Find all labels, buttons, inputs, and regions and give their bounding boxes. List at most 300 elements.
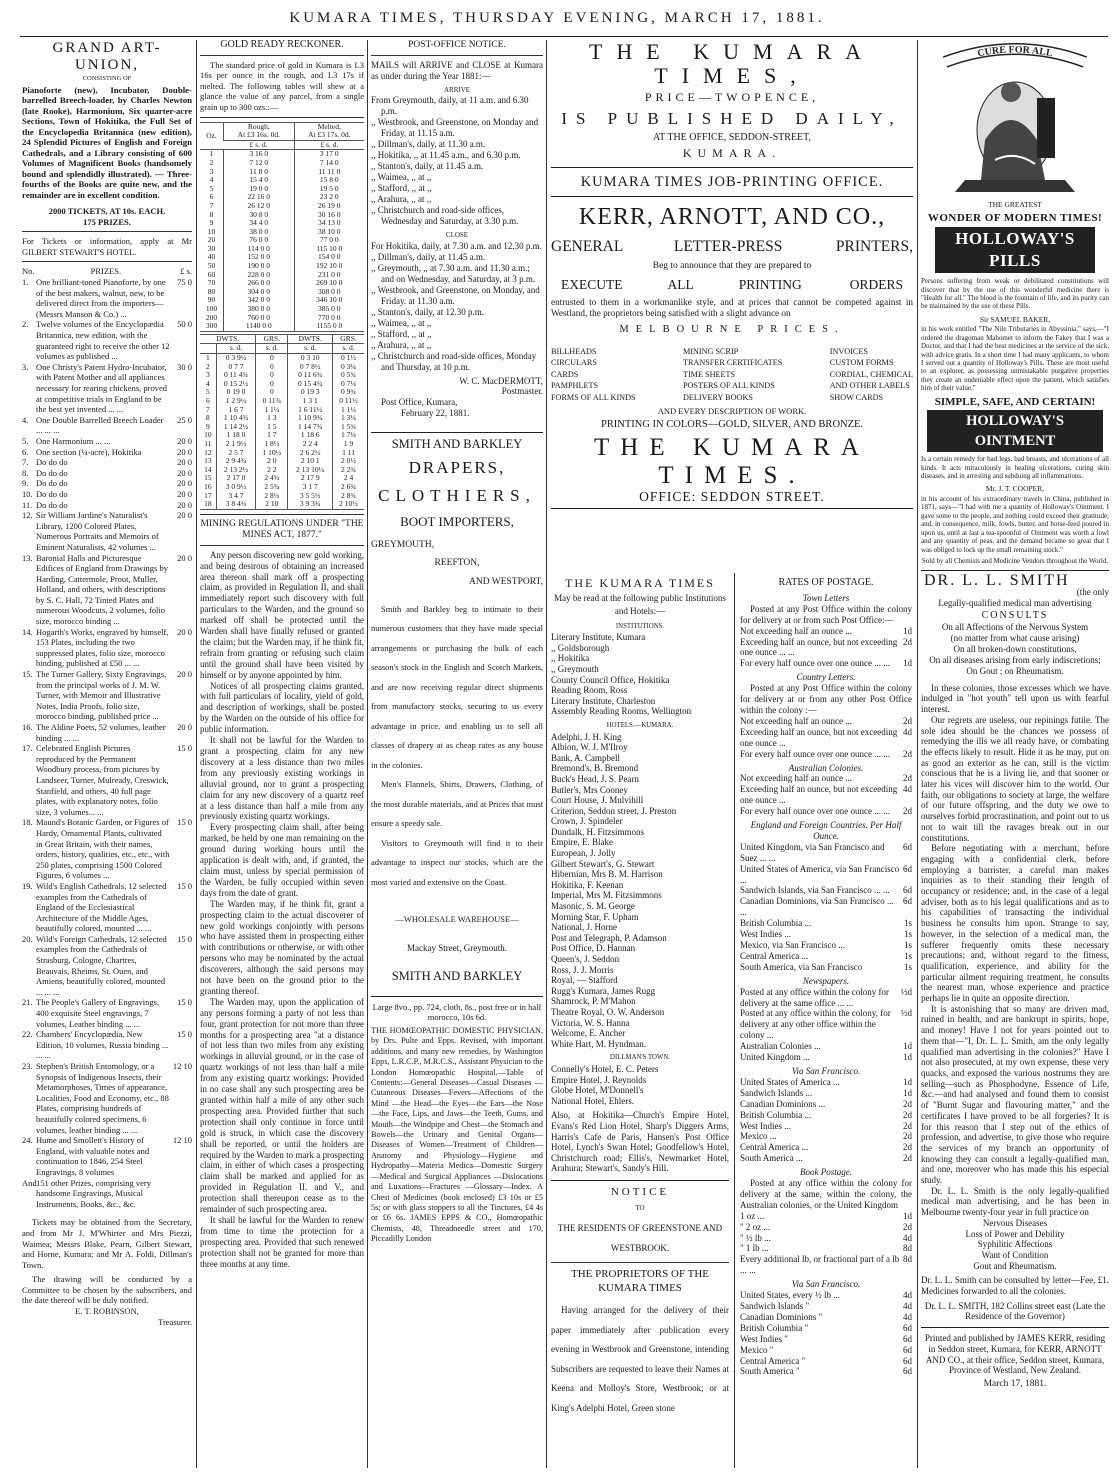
institutions-list — [551, 632, 729, 717]
prize-text: Wild's English Cathedrals, 12 selected examples from the Cathedrals of England of the Ecclesiastical Architecture of the Middle Ages, beautifully colored, mounted ... ... — [36, 880, 167, 934]
dwt-cell: 0 — [256, 363, 288, 372]
newspaper-other-office — [740, 1008, 912, 1041]
prize-text: One section (¼-acre), Hokitika — [36, 446, 142, 457]
prize-header-no: No. — [22, 266, 35, 277]
oz-cell: 23 2 0 — [294, 193, 364, 202]
arrive-item: ,, Arahura, ,, at ,, — [371, 194, 432, 205]
prize-value: 15 0 — [177, 933, 192, 944]
country-rate-row-label: Not exceeding half an ounce ... — [740, 715, 852, 726]
dr-smith-title: DR. L. L. SMITH — [924, 572, 1070, 590]
dwt-cell: 2 6¾ — [333, 483, 364, 492]
book-postage-intro: Posted at any office within the colony for delivery at the same, within the colony, the Australian colonies, or the United Kingdom — [740, 1178, 912, 1210]
oz-cell: 22 16 0 — [224, 193, 295, 202]
via-sf-rate-row-label: Canadian Dominions ... — [740, 1098, 826, 1109]
oz-cell: 5 — [209, 183, 214, 193]
work-type-item: BILLHEADS — [551, 346, 597, 356]
column-divider — [367, 40, 368, 1468]
oz-cell: 10 — [207, 226, 216, 236]
work-type-item: DELIVERY BOOKS — [682, 392, 753, 402]
hotels-list — [551, 732, 729, 1050]
divider — [551, 1180, 729, 1181]
prize-number: 19. — [22, 880, 33, 891]
oz-cell: 30 — [207, 243, 216, 253]
town-rate-row-label: Not exceeding half an ounce ... — [740, 625, 852, 636]
prize-row — [22, 362, 192, 415]
book-rate-row-rate: 4d — [903, 1232, 912, 1243]
dwt-cell: 2 2 — [256, 466, 288, 475]
hotel-item: Ross, J. J. Morris — [551, 964, 614, 975]
via-sf-book-rate-row-rate: 6d — [903, 1322, 912, 1333]
via-sf-book-rate-row — [740, 1356, 912, 1367]
dwt-row — [200, 423, 364, 432]
every-description: AND EVERY DESCRIPTION OF WORK. — [657, 406, 807, 417]
hotel-item: Masonic, S. M. George — [551, 901, 635, 912]
consult-lines — [921, 622, 1109, 677]
oz-cell: 346 10 0 — [294, 296, 364, 305]
town-rate-row — [740, 658, 912, 669]
smith-barkley-greymouth: GREYMOUTH, — [371, 539, 435, 550]
prize-row — [22, 447, 192, 458]
hotel-item: Court House, J. Mulvihill — [551, 795, 644, 806]
via-sf-book-rate-row-rate: 6d — [903, 1366, 912, 1377]
foreign-rate-row — [740, 962, 912, 973]
oz-cell: 80 — [207, 286, 216, 296]
via-sf-rate-row — [740, 1110, 912, 1121]
oz-cell: 770 0 0 — [294, 314, 364, 323]
foreign-rate-row — [740, 929, 912, 940]
postmaster-title: Postmaster. — [501, 386, 543, 397]
consult-line: On Gout ; on Rheumatism. — [966, 665, 1064, 676]
general-word: GENERAL — [551, 237, 624, 255]
foreign-rate-row — [740, 896, 912, 918]
arrive-item: ,, Dillman's, daily, at 11.30 a.m. — [371, 139, 486, 150]
oz-cell: 300 — [205, 321, 218, 331]
prize-text: Do do do — [36, 488, 68, 499]
institution-item: Literary Institute, Charleston — [551, 695, 656, 706]
via-sf-book-rate-row — [740, 1334, 912, 1345]
divider — [551, 167, 913, 168]
prize-row — [22, 743, 192, 817]
oz-cell: 70 — [207, 278, 216, 288]
work-type-item: TRANSFER CERTIFICATES — [682, 358, 783, 368]
oz-cell: 192 10 0 — [294, 262, 364, 271]
prize-row — [22, 415, 192, 436]
prize-row — [22, 436, 192, 447]
newspapers-heading: Newspapers. — [802, 975, 850, 986]
letterpress-line — [551, 237, 913, 256]
prize-value: 75 0 — [177, 277, 192, 288]
kumara-times-read-intro: May be read at the following public Institutions and Hotels:— — [554, 592, 726, 616]
hotel-item: Bank, A. Campbell — [551, 752, 620, 763]
newspaper-rate-row-rate: 1d — [903, 1052, 912, 1063]
via-sf-rate-row-label: South America ... — [740, 1153, 803, 1164]
execute-word: EXECUTE — [561, 277, 623, 293]
entrusted-text: entrusted to them in a workmanlike style, and at prices that cannot be competed against in Westland, the proprietors being satisfied with a slight advance on — [551, 297, 913, 319]
prize-row — [22, 478, 192, 489]
dr-smith-paragraph: In these colonies, those excesses which we have indulged in "hot youth" tell upon us with fearful interest. — [921, 682, 1109, 715]
postage-rates-column — [740, 578, 912, 1377]
prize-text: Do do do — [36, 467, 68, 478]
prize-row — [22, 722, 192, 743]
foreign-rate-row-label: United States of America, via San Francisco ... — [740, 863, 900, 885]
prize-text: Baronial Halls and Picturesque Edifices of England from Drawings by Harding, Cattermole, Prout, Muller, Holland, and others, with descriptions by S. C. Hall, 72 Tinted Plates and numerous Woodcuts, 2 volumes, folio size, morocco binding ... — [36, 552, 168, 627]
dwt-cell: 1 3¼ — [333, 414, 364, 423]
dwt-cell: 1 11 — [333, 449, 364, 458]
oz-cell: 154 0 0 — [294, 253, 364, 262]
dwt-cell: 2 — [205, 361, 210, 371]
art-union-drawing: The drawing will be conducted by a Committee to be chosen by the subscribers, and the date thereof will be duly notified. — [22, 1274, 192, 1306]
institution-item: ,, Hokitika — [551, 653, 590, 664]
prize-value: 20 0 — [177, 488, 192, 499]
dwt-cell: 0 — [256, 380, 288, 389]
foreign-rate-row — [740, 951, 912, 962]
prize-row — [22, 1178, 192, 1210]
prize-number: 23. — [22, 1061, 33, 1071]
hotel-item: Gilbert Stewart's, G. Stewart — [551, 858, 655, 869]
advertisements-column — [921, 40, 1109, 1470]
hotel-item: White Hart, M. Hyndman. — [551, 1038, 646, 1049]
dwt-cell: 2 9 4¾ — [216, 457, 256, 466]
dwt-cell: 0 19 0 — [216, 388, 256, 397]
dwt-cell: 0 11 6¾ — [288, 371, 333, 380]
kumara-times-town: KUMARA. — [682, 146, 782, 161]
sd-header: s. d. — [256, 344, 288, 354]
hotel-item: Rugg's Kumara, James Rugg — [551, 985, 656, 996]
via-sf-rate-row — [740, 1099, 912, 1110]
oz-row — [200, 185, 364, 194]
work-type-column — [830, 346, 913, 404]
prize-text: Wild's Foreign Cathedrals, 12 selected examples from the Cathedrals of Strasburg, Cologne, Chartres, Beauvais, Rheims, St. Ouen, and Amiens, beautifully colored, mounted ... ... ... — [36, 933, 167, 997]
via-sf-book-rate-row-label: United States, every ½ lb ... — [740, 1290, 840, 1301]
via-sf-book-rate-row-label: Mexico " — [740, 1344, 774, 1355]
notice-to: TO — [635, 1204, 645, 1213]
book-extra-row-label: Every additional lb, or fractional part of a lb ... ... — [740, 1254, 900, 1276]
oz-cell: 100 — [205, 304, 218, 314]
foreign-rate-row-rate: 1s — [903, 950, 912, 961]
prize-number: 22. — [22, 1029, 33, 1040]
prize-number: 6. — [22, 446, 29, 457]
divider — [371, 55, 543, 56]
prize-number: 13. — [22, 552, 33, 563]
hotel-item: National, J. Horne — [551, 922, 617, 933]
via-sf-rate-row-label: Central America ... — [740, 1142, 809, 1153]
divider — [200, 55, 364, 56]
oz-cell: 50 — [207, 261, 216, 271]
via-sf-rate-row-rate: 2d — [903, 1120, 912, 1131]
hotel-item: European, J. Jolly — [551, 848, 616, 859]
sd-header: s. d. — [288, 344, 333, 354]
work-type-item: SHOW CARDS — [829, 392, 884, 402]
melted-label: Melted, — [317, 121, 341, 131]
smith-barkley-address: Mackay Street, Greymouth. — [407, 942, 507, 953]
prize-value: 20 0 — [177, 626, 192, 637]
oz-cell: 34 4 0 — [224, 219, 295, 228]
via-sf-rate-row-rate: 2d — [903, 1142, 912, 1153]
oz-cell: 190 0 0 — [224, 262, 295, 271]
prize-number: 14. — [22, 626, 33, 637]
dwt-cell: 9 — [205, 421, 210, 431]
institution-item: County Council Office, Hokitika — [551, 674, 670, 685]
dwt-cell: 3 1 7 — [288, 483, 333, 492]
dwt-cell: 1 18 6 — [288, 431, 333, 440]
oz-cell: 200 — [205, 312, 218, 322]
via-sf-rate-row — [740, 1077, 912, 1088]
via-sf-book-rate-row-rate: 4d — [903, 1311, 912, 1322]
hotel-item: Imperial, Mrs M. Fitzsimmons — [551, 890, 662, 901]
consult-letter: Dr. L. L. Smith can be consulted by letter—Fee, £1. Medicines forwarded to all the colonies. — [921, 1275, 1109, 1297]
notice-title: NOTICE — [610, 1185, 670, 1198]
prize-value: 20 0 — [177, 478, 192, 489]
dwt-row — [200, 474, 364, 483]
oz-cell: 3 17 0 — [294, 150, 364, 159]
via-sf-book-rate-row-rate: 6d — [903, 1344, 912, 1355]
prize-value: 20 0 — [177, 457, 192, 468]
book-rate-row — [740, 1211, 912, 1222]
dr-smith-only: (the only — [1076, 586, 1109, 597]
via-sf-book-rate-row-rate: 6d — [903, 1355, 912, 1366]
foreign-rate-row — [740, 918, 912, 929]
treasurer-title: Treasurer. — [158, 1316, 192, 1327]
foreign-rate-row-label: British Columbia ... — [740, 918, 812, 929]
arrive-heading: ARRIVE — [443, 85, 471, 94]
via-sf-book-rate-row-rate: 4d — [903, 1290, 912, 1301]
work-type-item: INVOICES — [829, 346, 868, 356]
dwt-cell: 0 9¾ — [333, 388, 364, 397]
via-sf-book-rate-row-label: Canadian Dominions " — [740, 1311, 823, 1322]
via-sf-rate-row-rate: 2d — [903, 1131, 912, 1142]
rough-header — [224, 122, 295, 140]
book-postage-heading: Book Postage. — [800, 1167, 852, 1178]
prize-row — [22, 881, 192, 934]
country-letters-heading: Country Letters. — [796, 672, 856, 683]
australian-rate-row-rate: 2d — [903, 806, 912, 817]
work-type-item: PAMPHLETS — [551, 381, 599, 391]
close-item: ,, Stanton's, daily, at 12.30 p.m. — [371, 306, 485, 317]
book-rate-row-label: 1 oz ... — [740, 1210, 765, 1221]
oz-cell: 380 0 0 — [224, 305, 295, 314]
close-item: ,, Stafford, ,, at ,, — [371, 328, 432, 339]
australian-rate-row — [740, 773, 912, 784]
prize-text: Do do do — [36, 478, 68, 489]
imprint-date: March 17, 1881. — [983, 1378, 1047, 1389]
prize-row — [22, 457, 192, 468]
prize-text: The Turner Gallery, Sixty Engravings, from the principal works of J. M. W. Turner, with Memoir and Illustrative Notes, India Proofs, folio size, morocco binding, published price ... — [36, 669, 167, 722]
hotel-item: Royal, — Stafford — [551, 975, 618, 986]
book-rate-row-label: " ½ lb ... — [740, 1232, 771, 1243]
hotel-item: Butler's, Mrs Cooney — [551, 784, 628, 795]
book-rate-row — [740, 1222, 912, 1233]
dwt-cell: 1 2 9½ — [216, 397, 256, 406]
dwt-cell: 3 — [205, 370, 210, 380]
dwt-cell: 2 0½ — [333, 457, 364, 466]
homeopathic-header: Large 8vo., pp. 724, cloth, 8s., post free or in half morocco, 10s 6d. — [372, 1001, 542, 1023]
column-divider — [546, 40, 547, 1468]
dillmans-hotel-item: Empire Hotel, J. Reynolds — [551, 1074, 647, 1085]
oz-cell: 19 5 0 — [294, 185, 364, 194]
dwt-cell: 0 7 7 — [216, 363, 256, 372]
greatest-label: THE GREATEST — [988, 200, 1042, 209]
dr-smith-paragraph: It is astonishing that so many are driven mad, ruined in health, and are bankrupt in spirits, hope, and money! Have I not for years pointed out to them that—"I, Dr. L. L. Smith, am the only legally qualified man advertising in the colonies?" Have I not also prosecuted, at my own expense, these very quacks, and exposed the various nostrums they are selling—such as Phosphodyne, Essence of Life, &c.—and had analysed and found them to consist of "Burnt Sugar and flavouring matter," and the certificates I have proved to be all forgeries? It is for this reason that I step out of the ethics of profession, and advertise, to give those who require the services of my branch an opportunity of knowing they can consult a legally-qualified man, and one, moreover who has made this his especial study. — [921, 1003, 1109, 1186]
prize-value: 20 0 — [177, 446, 192, 457]
newspaper-same-office — [740, 987, 912, 1009]
work-type-item: CORDIAL, CHEMICAL — [829, 369, 913, 379]
dwt-cell: 18 — [204, 499, 212, 509]
work-type-column — [551, 346, 636, 404]
country-rate-row-rate: 4d — [903, 726, 912, 737]
australian-rate-row-rate: 4d — [903, 784, 912, 795]
arrive-item: ,, Westbrook, and Greenstone, on Monday and Friday, at 11.15 a.m. — [371, 117, 539, 139]
newspaper-rate-row-label: Australian Colonies ... — [740, 1041, 821, 1052]
dwt-row — [200, 397, 364, 406]
country-rate-row — [740, 749, 912, 760]
mining-paragraph: The Warden may, upon the application of any persons forming a party of not less than four, grant protection for not more than three months for a prospecting area "at a distance of not less than two miles from any existing workings in alluvial ground, or in the case of quartz workings of not less than half a mile from any existing quartz workings: Provided in no case shall any such prospecting area be granted within half a mile of any other such prospecting area. Provided further that such protection shall only continue in force until gold is struck, in which case the discovery shall be reported, or until the holders are required by the Warden to mark a prospecting claim, in either of which cases a prospecting claim shall be marked and applied for as provided in Regulation II. and V., and protection shall thereupon cease as to the remainder of such prospecting area. — [200, 996, 364, 1215]
prize-header-prizes: PRIZES. — [90, 266, 122, 277]
kumara-times-read-title: THE KUMARA TIMES — [565, 576, 715, 590]
via-sf-rate-row — [740, 1153, 912, 1164]
arrive-list — [371, 95, 543, 227]
dwt-row — [200, 483, 364, 492]
kumara-times-read-column — [551, 578, 729, 1418]
art-union-apply: For Tickets or information, apply at Mr GILBERT STEWART'S HOTEL. — [22, 236, 192, 257]
dwt-cell: 2 0 — [256, 457, 288, 466]
art-union-column — [22, 40, 192, 1470]
foreign-rate-row-rate: 6d — [903, 885, 912, 896]
hotel-item: Morning Star, F. Upham — [551, 911, 639, 922]
lsd-header: £ s. d. — [249, 139, 268, 149]
dwt-cell: 2 2 4 — [288, 440, 333, 449]
work-type-item: FORMS OF ALL KINDS — [551, 392, 636, 402]
dwt-cell: 2 10 — [256, 500, 288, 509]
dr-smith-header — [921, 572, 1109, 590]
prize-text: Hume and Smollett's History of England, with valuable notes and continuation to 1846, 254 Steel Engravings, 8 volumes — [36, 1135, 150, 1177]
book-rate-row — [740, 1233, 912, 1244]
via-sf-rate-row-label: British Columbia ... — [740, 1109, 812, 1120]
dwt-cell: 17 — [204, 490, 212, 500]
dwt-cell: 2 8¾ — [333, 492, 364, 501]
prize-header-lsd: £ s. — [180, 266, 192, 277]
ointment-text: Is a certain remedy for bad legs, bad breasts, and ulcerations of all kinds. It acts miraculously in healing ulcerations, curing skin diseases, and in arresting and subduing all inflammations. — [921, 455, 1109, 481]
prize-text: Maund's Botanic Garden, or Figures of Hardy, Ornamental Plants, cultivated in Great Britain, with their names, orders, history, qualities, etc., etc., with 250 plates, comprising 1500 Colored Figures, 6 volumes ... — [36, 817, 170, 881]
prize-text: Celebrated English Pictures reproduced by the Permanent Woodbury process, from pictures by Landseer, Turner, Mulready, Creswick, Stanfield, and others, 40 full page plates, with explanatory notes, folio size, 3 volumes... ... — [36, 743, 169, 817]
dwt-row — [200, 449, 364, 458]
via-sf-book-rate-row — [740, 1301, 912, 1312]
foreign-rate-row-label: Canadian Dominions, via San Francisco ... ... — [740, 896, 894, 918]
oz-cell: 114 0 0 — [224, 245, 295, 254]
institution-item: Assembly Reading Rooms, Wellington — [551, 706, 692, 717]
post-office-date: February 22, 1881. — [401, 407, 470, 418]
dwt-cell: 1 — [205, 353, 210, 362]
dwt-cell: 0 — [256, 388, 288, 397]
smith-barkley-drapers: DRAPERS, — [408, 457, 506, 477]
oz-cell: 9 — [209, 218, 214, 228]
foreign-rate-row-label: South America, via San Francisco — [740, 961, 863, 972]
smith-barkley-boot: BOOT IMPORTERS, — [400, 513, 514, 529]
oz-cell: 1 — [209, 149, 214, 159]
arrive-item: ,, Stanton's, daily, at 11.45 a.m. — [371, 161, 484, 172]
prize-value: 15 0 — [177, 1029, 192, 1040]
prize-number: 4. — [22, 414, 29, 425]
smith-barkley-title: SMITH AND BARKLEY — [391, 437, 523, 452]
dwt-cell: 2 5 7 — [216, 449, 256, 458]
foreign-rate-row-rate: 6d — [903, 841, 912, 852]
town-rate-row-label: For every half ounce over one ounce ... ... — [740, 658, 890, 669]
book-rate-row-rate: 2d — [903, 1221, 912, 1232]
grs-header: GRS. — [256, 334, 288, 344]
arrive-item: From Greymouth, daily, at 11 a.m. and 6.30 p.m. — [371, 95, 529, 117]
dwt-cell: 0 7 8½ — [288, 363, 333, 372]
work-type-column — [683, 346, 782, 404]
prize-value: 20 0 — [177, 552, 192, 563]
prize-value: 20 0 — [177, 510, 192, 521]
prize-row — [22, 934, 192, 998]
oz-cell: 11 11 0 — [294, 168, 364, 177]
divider — [921, 570, 1109, 571]
dwt-cell: 1 1¼ — [333, 406, 364, 415]
book-rate-row — [740, 1243, 912, 1254]
homeopathic-text: THE HOMŒOPATHIC DOMESTIC PHYSICIAN, by Drs. Pulte and Epps. Revised, with important additions, and many new remedies, by Washington Epps, L.R.C.P., M.R.C.S., Assistant Physician to the London Homœopathic Hospital.—Table of Contents:—General Diseases—Casual Diseases — Cutaneous Diseases—Fevers—Affections of the Mind —the Head—the Eyes—the Ears—the Nose—the Face, Lips, and Jaws—the Teeth, Gums, and Mouth—the Windpipe and Chest—the Stomach and Bowels—the Urinary and Genital Organs—Diseases of Women—Treatment of Children—Anatomy and Physiology—Hygiene and Hydropathy—Materia Medica—Domestic Surgery—Medical and Surgical Appliances —Dislocations and Luxations—Fractures —Glossary—Index. A Chest of Medicines (book enclosed) £3 10s or £5 5s; or with glass stoppers to all the Tinctures, £4 4s or £6 6s. JAMES EPPS & CO., Homœopathic Chemists, 48, Threadneedle street and 170, Piccadilly London — [371, 1026, 543, 1244]
prize-number: 1. — [22, 277, 29, 288]
post-office-place: Post Office, Kumara, — [381, 396, 458, 407]
hotel-item: Shamrock, P. M'Mahon — [551, 996, 636, 1007]
dwt-row — [200, 354, 364, 363]
work-type-item: CARDS — [551, 369, 579, 379]
foreign-rate-row-label: Mexico, via San Francisco ... — [740, 940, 845, 950]
work-type-item: TIME SHEETS — [682, 369, 736, 379]
printing-word: PRINTING — [738, 277, 802, 293]
oz-cell: 26 12 0 — [224, 202, 295, 211]
dwt-cell: 0 15 4¾ — [288, 380, 333, 389]
dwt-cell: 1 6 7 — [216, 406, 256, 415]
divider — [921, 1327, 1109, 1328]
cure-for-all-ribbon: CURE FOR ALL — [976, 44, 1054, 60]
book-rate-row-rate: 1d — [903, 1210, 912, 1221]
dwt-cell: 0 11 4¾ — [216, 371, 256, 380]
via-sf-rate-row-rate: 1d — [903, 1087, 912, 1098]
dwt-cell: 1 14 2½ — [216, 423, 256, 432]
prize-header — [22, 266, 192, 277]
oz-cell: 60 — [207, 269, 216, 279]
work-type-item: MINING SCRIP — [682, 346, 739, 356]
country-letters-intro: Posted at any Post Office within the colony for delivery at or from any other Post Office within the colony :— — [740, 683, 912, 715]
prize-row — [22, 489, 192, 500]
dwt-cell: 0 1½ — [333, 354, 364, 363]
country-rate-row — [740, 716, 912, 727]
prize-row — [22, 277, 192, 319]
foreign-rate-row — [740, 864, 912, 886]
kerr-arnott-title: KERR, ARNOTT, AND CO., — [578, 203, 886, 230]
dwt-cell: 2 2¾ — [333, 466, 364, 475]
mining-paragraph: It shall be lawful for the Warden to renew from time to time the protection for a prospecting area. Provided that such renewed protection shall not be granted for more than three months at any time. — [200, 1214, 364, 1269]
post-office-title: POST-OFFICE NOTICE. — [408, 40, 506, 50]
prize-value: 50 0 — [177, 319, 192, 330]
hotels-heading: HOTELS.—KUMARA. — [606, 721, 674, 729]
oz-cell: 231 0 0 — [294, 271, 364, 280]
divider — [371, 996, 543, 997]
dwt-cell: 0 7¼ — [333, 380, 364, 389]
foreign-rate-row-rate: 1s — [903, 929, 912, 940]
country-rate-row-label: For every half ounce over one ounce ... ... — [740, 748, 890, 759]
cooper-text: in his account of his extraordinary travels in China, published in 1871, says—"I had with me a quantity of Holloway's Ointment. I gave some to the people, and nothing could exceed their gratitude; and, in consequence, milk, fowls, butter, and horse-feed poured in upon us, until at last a tea-spoonful of Ointment was worth a fowl and any quantity of peas, and the demand became so great that I was obliged to lock up the small remaining stock." — [921, 495, 1109, 554]
art-union-prize-count: 175 PRIZES. — [83, 216, 131, 227]
prize-number: 9. — [22, 478, 29, 489]
hotel-item: Empire, E. Blake — [551, 837, 613, 848]
dwt-cell: 1 7¼ — [333, 431, 364, 440]
oz-cell: 38 10 0 — [294, 228, 364, 237]
baker-name: Sir SAMUEL BAKER, — [979, 314, 1051, 324]
dwt-cell: 1 3 1 — [288, 397, 333, 406]
oz-cell: 385 0 0 — [294, 305, 364, 314]
divider — [22, 231, 192, 232]
